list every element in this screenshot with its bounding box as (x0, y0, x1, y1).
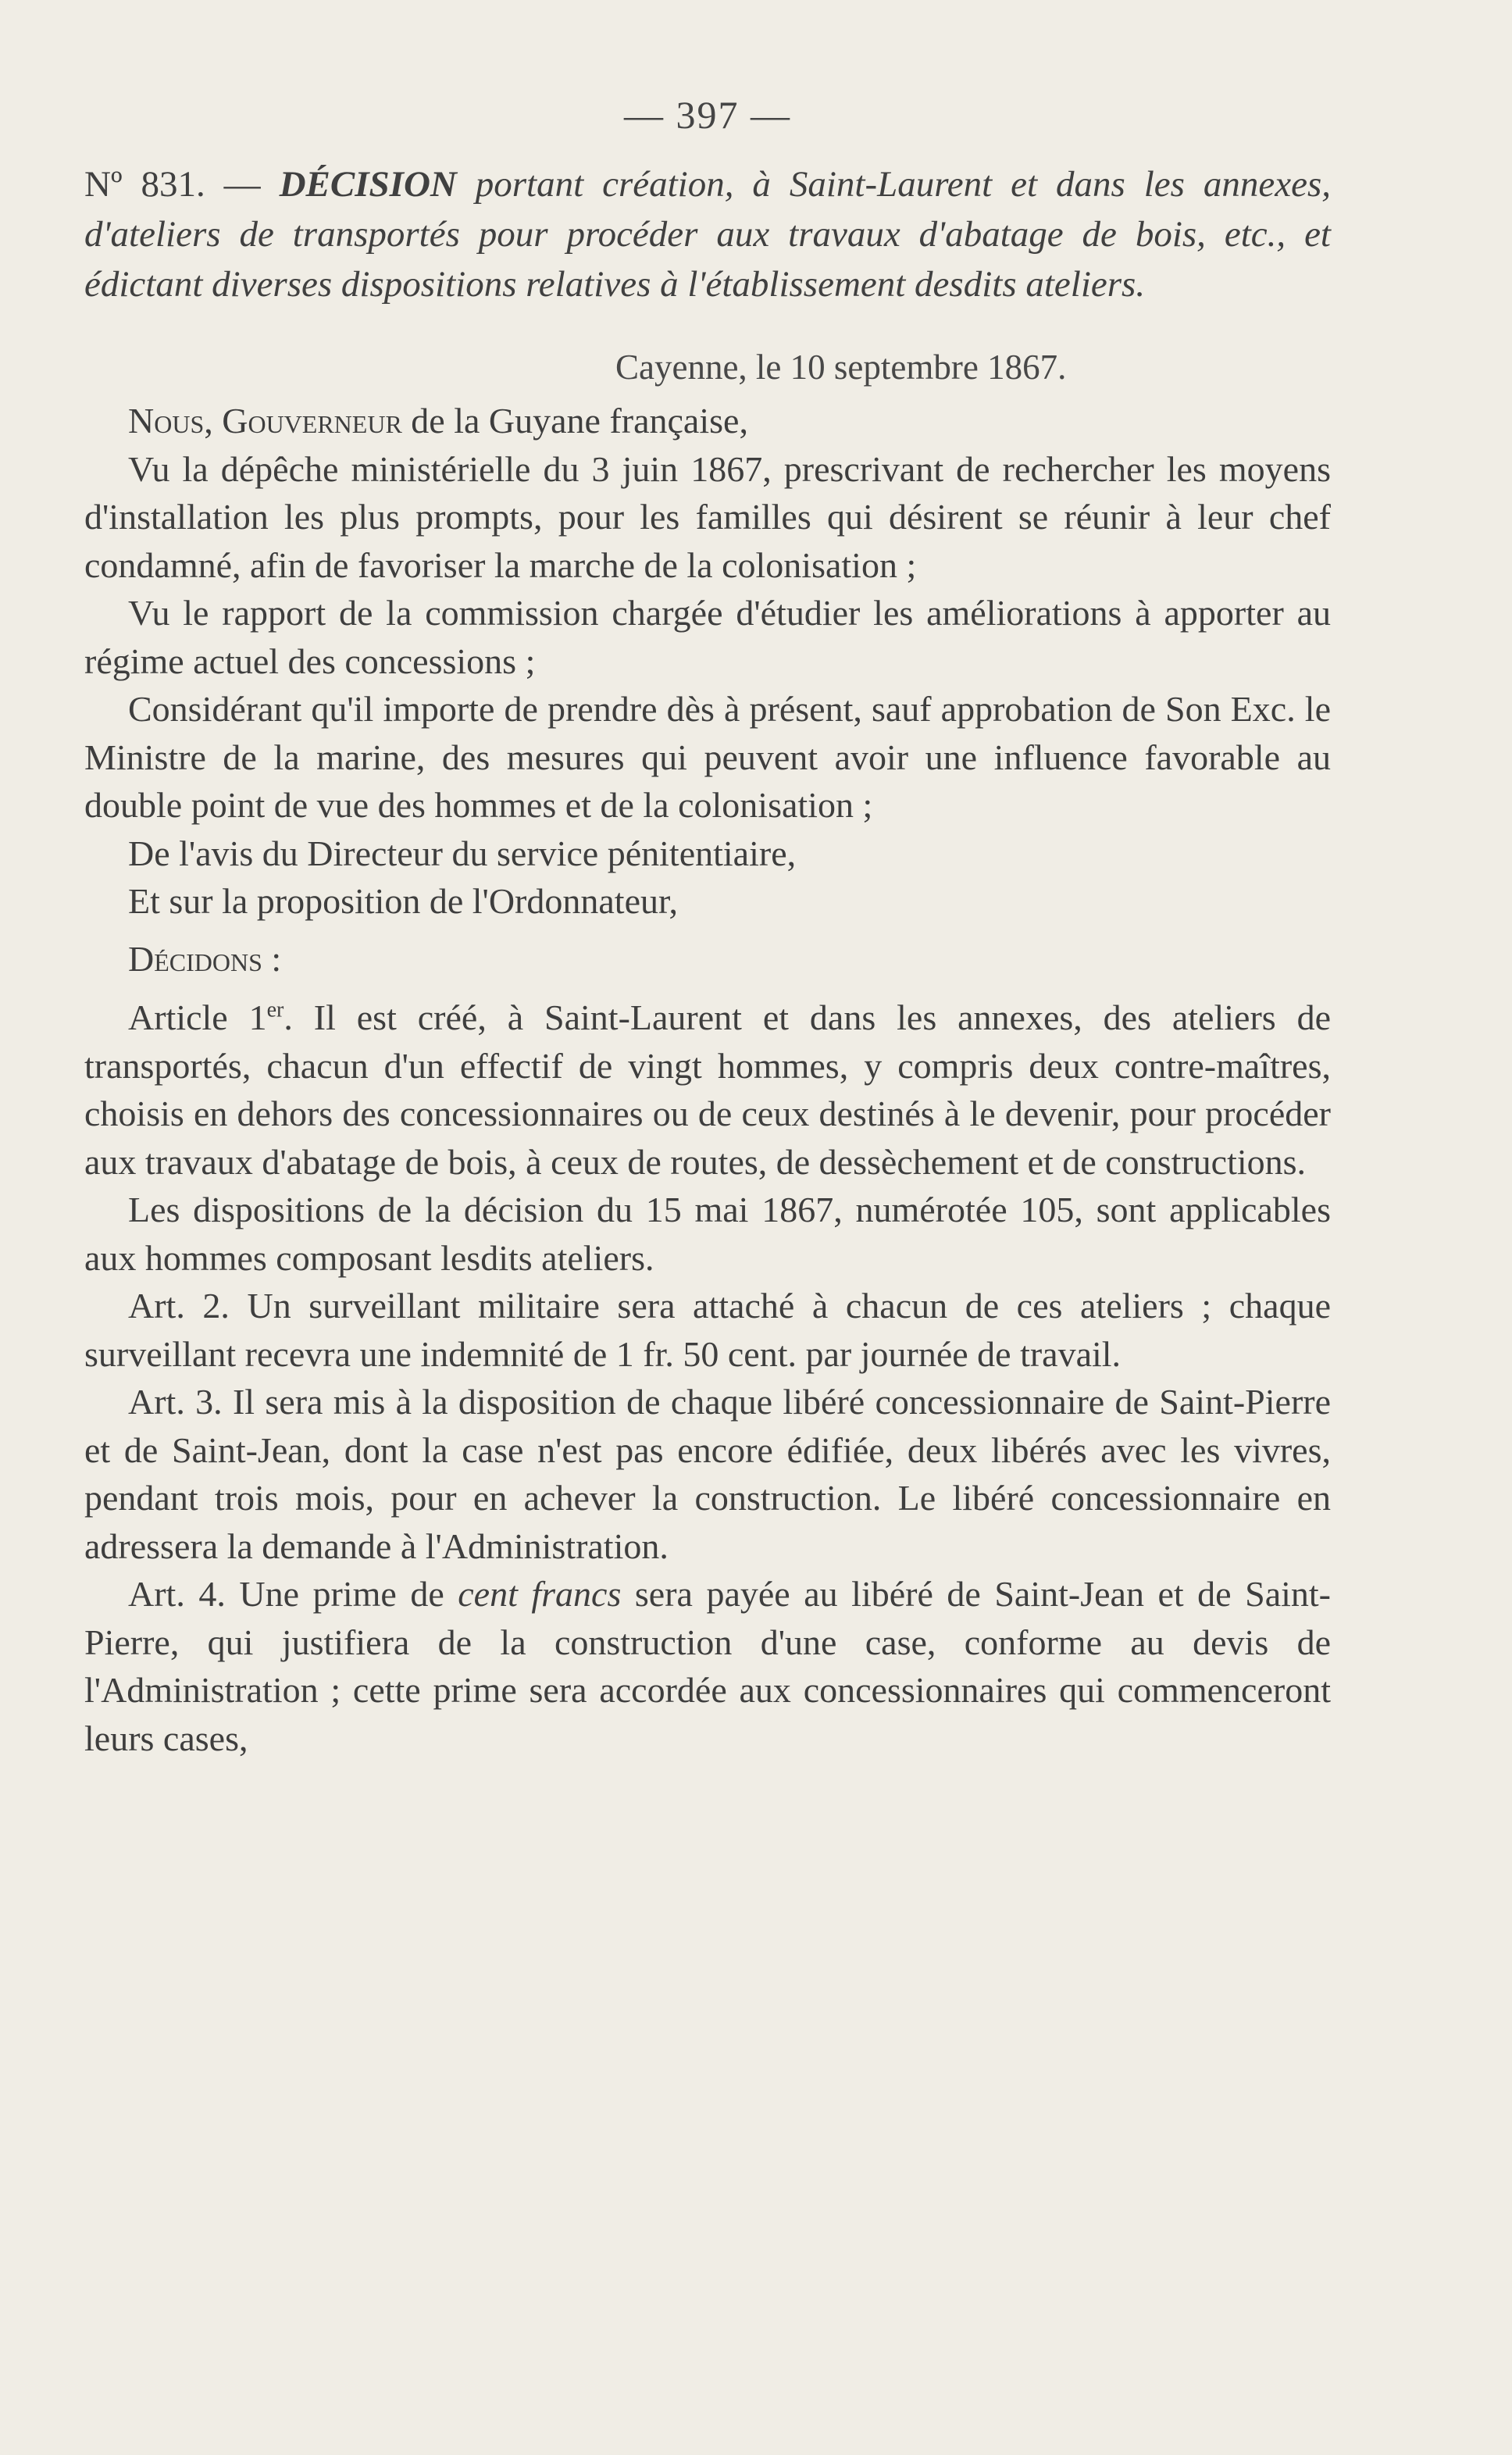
preamble-nous: Nous, Gouverneur (128, 401, 402, 441)
decidons-heading: Décidons : (128, 938, 282, 979)
dateline: Cayenne, le 10 septembre 1867. (615, 348, 1067, 387)
paragraph-vu-rapport: Vu le rapport de la commission chargée d'étudier les améliorations à apporter au régime actuel des concessions ; (84, 593, 1331, 681)
article-4 (84, 1570, 1331, 1762)
article-4-before: Art. 4. Une prime de (128, 1574, 458, 1614)
article-1-text: . Il est créé, à Saint-Laurent et dans les annexes, des ateliers de transportés, chacun d'un effectif de vingt hommes, y compris deux contre-maîtres, choisis en dehors des concessionnaires ou de ceux destinés à le devenir, pour procéder aux travaux d'abatage de bois, à ceux de routes, de dessèchement et de constructions. (84, 997, 1331, 1182)
page-number: — 397 — (624, 93, 791, 137)
decision-word: DÉCISION (279, 164, 457, 205)
article-4-italic: cent francs (458, 1574, 622, 1614)
article-1-label: Article 1 (128, 997, 267, 1037)
article-3: Art. 3. Il sera mis à la disposition de chaque libéré concessionnaire de Saint-Pierre et de Saint-Jean, dont la case n'est pas encore édifiée, deux libérés avec les vivres, pendant trois mois, pour en achever la construction. Le libéré concessionnaire en adressera la demande à l'Administration. (84, 1382, 1331, 1566)
decision-number: Nº 831. (84, 164, 205, 205)
paragraph-vu-depeche: Vu la dépêche ministérielle du 3 juin 1867, prescrivant de rechercher les moyens d'installation les plus prompts, pour les familles qui désirent se réunir à leur chef condamné, afin de favoriser la marche de la colonisation ; (84, 448, 1331, 585)
preamble (84, 397, 1331, 445)
paragraph-considerant: Considérant qu'il importe de prendre dès à présent, sauf approbation de Son Exc. le Ministre de la marine, des mesures qui peuvent avoir une influence favorable au double point de vue des hommes et de la colonisation ; (84, 689, 1331, 825)
article-1-sup: er (266, 997, 284, 1022)
article-1-follow: Les dispositions de la décision du 15 mai 1867, numérotée 105, sont applicables aux hommes composant lesdits ateliers. (84, 1190, 1331, 1278)
page-content (84, 92, 1331, 1762)
heading-dash: — (205, 164, 280, 205)
paragraph-avis: De l'avis du Directeur du service pénitentiaire, (128, 833, 797, 873)
article-2: Art. 2. Un surveillant militaire sera attaché à chacun de ces ateliers ; chaque surveillant recevra une indemnité de 1 fr. 50 cent. par journée de travail. (84, 1286, 1331, 1374)
decision-title: portant création, à Saint-Laurent et dans les annexes, d'ateliers de transportés pour procéder aux travaux d'abatage de bois, etc., et édictant diverses dispositions relatives à l'établissement desdits ateliers. (84, 164, 1332, 305)
decision-heading (84, 159, 1331, 309)
article-4-after: sera payée au libéré de Saint-Jean et de Saint-Pierre, qui justifiera de la construction d'une case, conforme au devis de l'Administration ; cette prime sera accordée aux concessionnaires qui commenceront leurs cases, (84, 1574, 1331, 1758)
article-1 (84, 994, 1331, 1186)
paragraph-proposition: Et sur la proposition de l'Ordonnateur, (128, 881, 678, 921)
preamble-rest: de la Guyane française, (401, 401, 748, 441)
